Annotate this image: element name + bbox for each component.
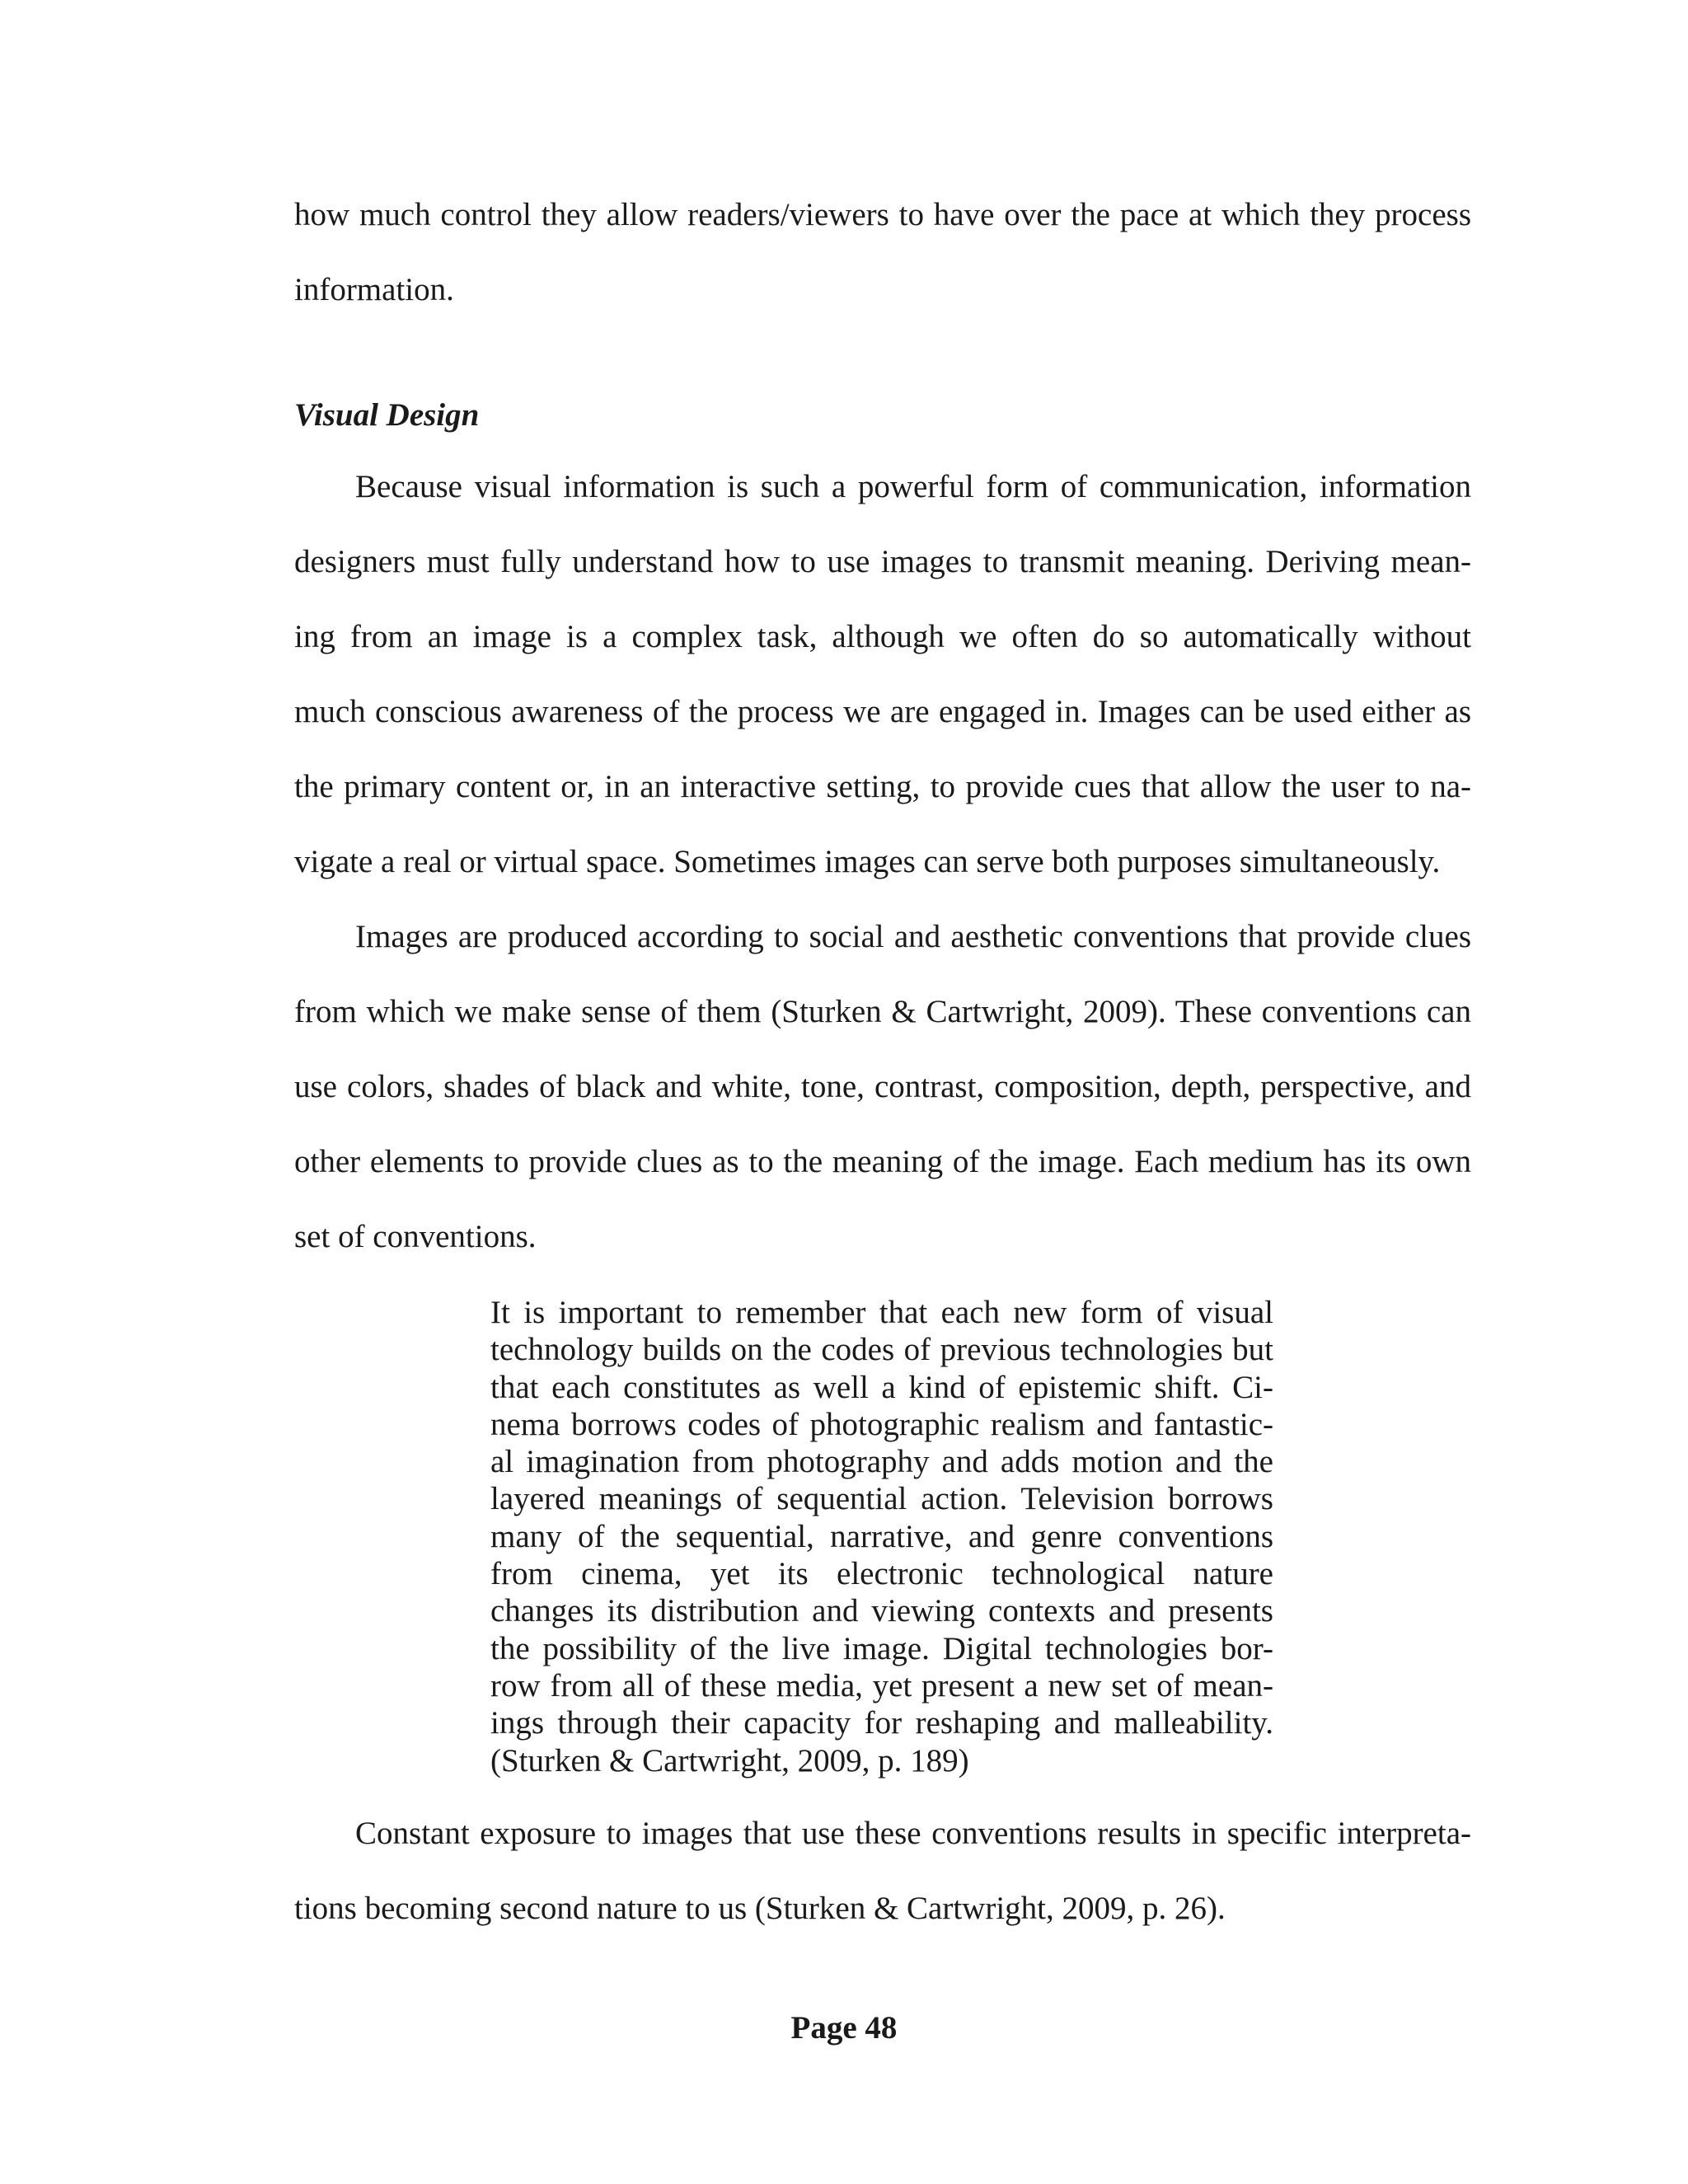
text-line: use colors, shades of black and white, tone, contrast, composition, depth, perspective, and (294, 1069, 1471, 1104)
quote-line: ings through their capacity for reshaping and malleability. (490, 1705, 1273, 1741)
opening-paragraph (294, 177, 1471, 327)
quote-line: nema borrows codes of photographic realism and fantastic- (490, 1406, 1273, 1442)
text-line: vigate a real or virtual space. Sometimes images can serve both purposes simultaneously. (294, 844, 1441, 879)
quote-line: layered meanings of sequential action. Television borrows (490, 1481, 1273, 1517)
text-line: the primary content or, in an interactive setting, to provide cues that allow the user to na- (294, 769, 1471, 804)
page-number: Page 48 (790, 2010, 898, 2046)
quote-line: from cinema, yet its electronic technological nature (490, 1556, 1273, 1592)
text-line: how much control they allow readers/viewers to have over the pace at which they process (294, 197, 1471, 232)
text-line: tions becoming second nature to us (Sturken & Cartwright, 2009, p. 26). (294, 1891, 1226, 1926)
quote-line: row from all of these media, yet present a new set of mean- (490, 1667, 1273, 1704)
text-line: Because visual information is such a powerful form of communication, information (355, 469, 1471, 504)
quote-line: technology builds on the codes of previous technologies but (490, 1332, 1273, 1368)
quote-citation: (Sturken & Cartwright, 2009, p. 189) (490, 1742, 969, 1779)
text-line: ing from an image is a complex task, although we often do so automatically without (294, 619, 1471, 654)
quote-line: It is important to remember that each new form of visual (490, 1295, 1273, 1330)
block-quote (490, 1294, 1273, 1779)
quote-line: that each constitutes as well a kind of epistemic shift. Ci- (490, 1369, 1273, 1405)
text-line: much conscious awareness of the process we are engaged in. Images can be used either as (294, 694, 1471, 729)
text-line: set of conventions. (294, 1219, 537, 1254)
paragraph-conventions (294, 899, 1471, 1274)
paragraph-visual-information (294, 449, 1471, 899)
quote-line: the possibility of the live image. Digital technologies bor- (490, 1630, 1273, 1666)
paragraph-exposure (294, 1796, 1471, 1946)
text-line: Images are produced according to social and aesthetic conventions that provide clues (355, 919, 1471, 954)
quote-line: changes its distribution and viewing contexts and presents (490, 1593, 1273, 1629)
text-line: other elements to provide clues as to the meaning of the image. Each medium has its own (294, 1144, 1471, 1179)
quote-line: many of the sequential, narrative, and genre conventions (490, 1518, 1273, 1554)
quote-line: al imagination from photography and adds motion and the (490, 1444, 1273, 1480)
text-line: designers must fully understand how to use images to transmit meaning. Deriving mean- (294, 544, 1471, 579)
text-line: information. (294, 272, 454, 307)
section-heading: Visual Design (294, 397, 480, 433)
text-line: from which we make sense of them (Sturken & Cartwright, 2009). These conventions can (294, 994, 1471, 1029)
text-line: Constant exposure to images that use these conventions results in specific interpreta- (355, 1816, 1471, 1851)
